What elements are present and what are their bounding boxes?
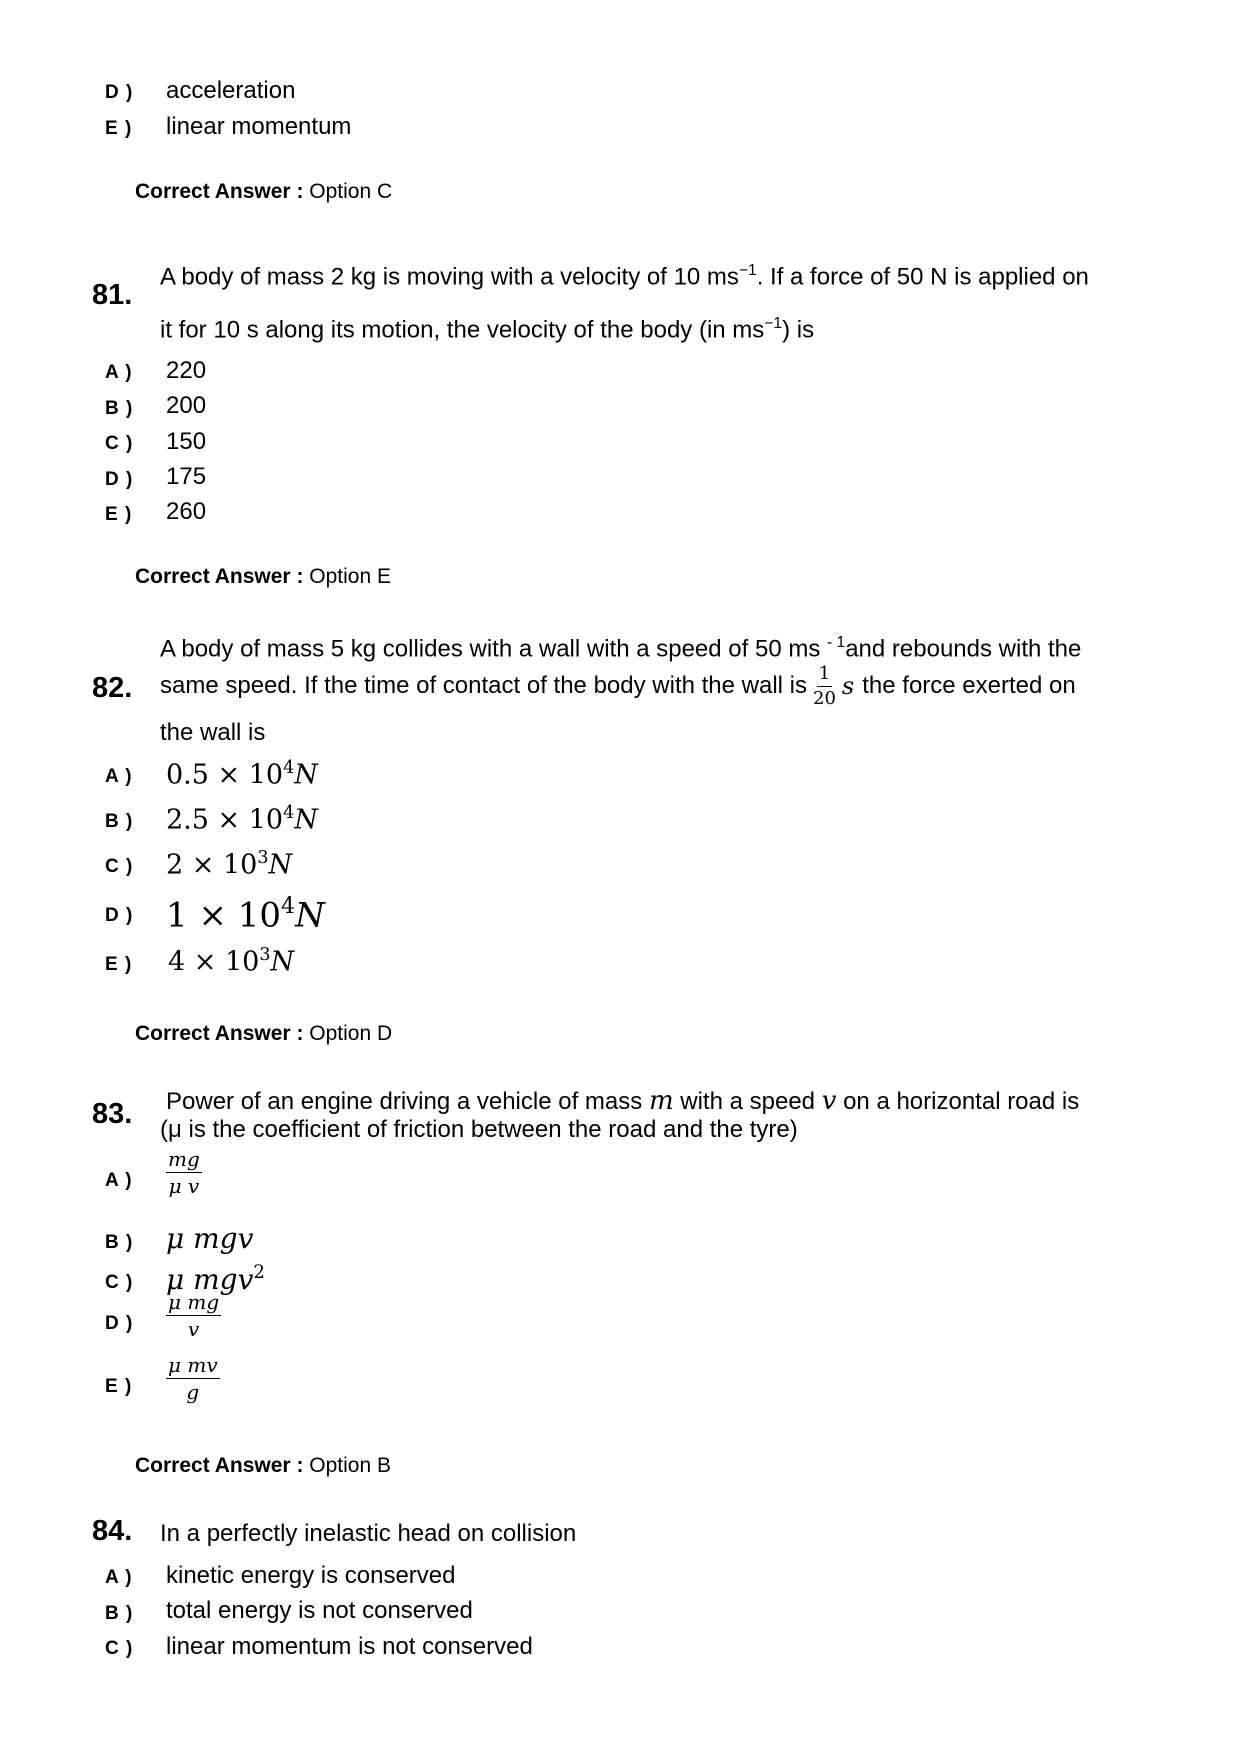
- option-text: 220: [166, 357, 207, 384]
- question-text-line: (μ is the coefficient of friction between the road and the tyre): [160, 1116, 798, 1143]
- math-variable: N: [294, 804, 318, 836]
- superscript: 4: [283, 803, 295, 823]
- option-fraction: [166, 1291, 221, 1340]
- text-segment: it for 10 s along its motion, the velocity of the body (in ms: [160, 316, 765, 344]
- option-text: acceleration: [166, 77, 296, 104]
- option-label: C ): [105, 433, 134, 454]
- math-text: 1 × 10: [166, 895, 281, 936]
- option-math: μ mgv: [166, 1222, 254, 1255]
- option-label: A ): [105, 1170, 133, 1191]
- text-segment: . If a force of 50 N is applied on: [756, 263, 1089, 291]
- option-label: B ): [105, 1603, 134, 1624]
- option-fraction: [166, 1354, 220, 1403]
- option-math: [166, 848, 292, 881]
- math-variable: v: [821, 1086, 837, 1116]
- question-text-line: [160, 262, 1089, 291]
- math-text: 2 × 10: [166, 849, 258, 881]
- option-fraction: [166, 1148, 202, 1197]
- option-text: linear momentum: [166, 113, 352, 140]
- math-text: 2.5 × 10: [166, 804, 284, 836]
- question-text-line: In a perfectly inelastic head on collision: [160, 1520, 577, 1547]
- math-variable: m: [648, 1086, 674, 1116]
- question-number: 84.: [92, 1515, 133, 1547]
- answer-value: Option B: [309, 1454, 391, 1477]
- answer-value: Option D: [309, 1022, 393, 1045]
- question-text-line: [160, 315, 814, 344]
- answer-value: Option E: [309, 565, 391, 588]
- option-label: C ): [105, 856, 134, 877]
- option-label: D ): [105, 905, 134, 926]
- fraction: [813, 664, 836, 709]
- math-variable: N: [295, 895, 325, 936]
- math-text: 4 × 10: [168, 946, 260, 978]
- text-segment: on a horizontal road is: [843, 1088, 1080, 1115]
- option-text: 260: [166, 498, 207, 525]
- option-text: kinetic energy is conserved: [166, 1562, 456, 1589]
- option-label: B ): [105, 398, 134, 419]
- text-segment: Power of an engine driving a vehicle of mass: [166, 1088, 643, 1115]
- option-label: C ): [105, 1638, 134, 1659]
- superscript: 4: [281, 893, 296, 919]
- answer-prefix: Correct Answer :: [135, 565, 304, 588]
- text-segment: and rebounds with the: [845, 635, 1082, 663]
- math-variable: N: [268, 849, 293, 881]
- text-segment: same speed. If the time of contact of the body with the wall is: [160, 672, 808, 700]
- superscript: 2: [253, 1262, 265, 1283]
- math-variable: N: [270, 946, 295, 978]
- fraction-denominator: g: [186, 1380, 200, 1404]
- text-segment: with a speed: [680, 1088, 816, 1115]
- option-text: 175: [166, 463, 207, 490]
- fraction-denominator: v: [187, 1317, 200, 1341]
- text-segment: A body of mass 5 kg collides with a wall with a speed of 50 ms: [160, 635, 821, 663]
- math-text: 0.5 × 10: [166, 759, 284, 791]
- option-label: D ): [105, 1313, 134, 1334]
- option-math: [166, 758, 318, 791]
- correct-answer: [135, 565, 391, 589]
- option-label: B ): [105, 1232, 134, 1253]
- question-number: 81.: [92, 279, 133, 311]
- fraction-numerator: mg: [168, 1147, 200, 1171]
- answer-prefix: Correct Answer :: [135, 1022, 304, 1045]
- fraction-denominator: 20: [813, 687, 836, 709]
- question-number: 82.: [92, 672, 133, 704]
- correct-answer: [135, 1022, 392, 1046]
- option-label: E ): [105, 118, 133, 139]
- option-label: A ): [105, 362, 133, 383]
- question-text-line: the wall is: [160, 719, 266, 746]
- answer-prefix: Correct Answer :: [135, 1454, 304, 1477]
- option-label: A ): [105, 766, 133, 787]
- text-segment: A body of mass 2 kg is moving with a velocity of 10 ms: [160, 263, 739, 291]
- option-math: [168, 945, 294, 978]
- option-math: [166, 893, 325, 935]
- option-label: D ): [105, 469, 134, 490]
- option-label: E ): [105, 1376, 133, 1397]
- math-variable: N: [294, 759, 318, 791]
- option-label: B ): [105, 811, 134, 832]
- superscript: −1: [764, 315, 783, 332]
- option-label: C ): [105, 1272, 134, 1293]
- question-text-line: [160, 634, 1081, 663]
- option-text: 150: [166, 428, 207, 455]
- answer-value: Option C: [309, 180, 393, 203]
- option-text: total energy is not conserved: [166, 1597, 473, 1624]
- superscript: −1: [738, 262, 757, 279]
- fraction-numerator: μ mg: [168, 1290, 220, 1314]
- option-math: [166, 803, 318, 836]
- correct-answer: [135, 1454, 391, 1478]
- text-segment: ) is: [782, 316, 815, 344]
- option-label: E ): [105, 504, 133, 525]
- option-text: linear momentum is not conserved: [166, 1633, 533, 1660]
- option-label: D ): [105, 82, 134, 103]
- question-text-line: [160, 664, 1076, 709]
- fraction-numerator: μ mv: [168, 1353, 218, 1377]
- answer-prefix: Correct Answer :: [135, 180, 304, 203]
- option-text: 200: [166, 392, 207, 419]
- option-label: E ): [105, 954, 133, 975]
- text-segment: the force exerted on: [862, 672, 1076, 700]
- question-number: 83.: [92, 1098, 133, 1130]
- option-label: A ): [105, 1567, 133, 1588]
- fraction-numerator: 1: [817, 664, 832, 687]
- correct-answer: [135, 180, 392, 204]
- math-variable: s: [841, 672, 855, 701]
- superscript: 4: [283, 758, 295, 778]
- math-text: μ mgv: [166, 1262, 254, 1296]
- superscript: - 1: [827, 634, 846, 651]
- superscript: 3: [257, 848, 269, 868]
- question-text-line: [166, 1086, 1079, 1116]
- superscript: 3: [259, 945, 271, 965]
- fraction-denominator: μ v: [168, 1174, 200, 1198]
